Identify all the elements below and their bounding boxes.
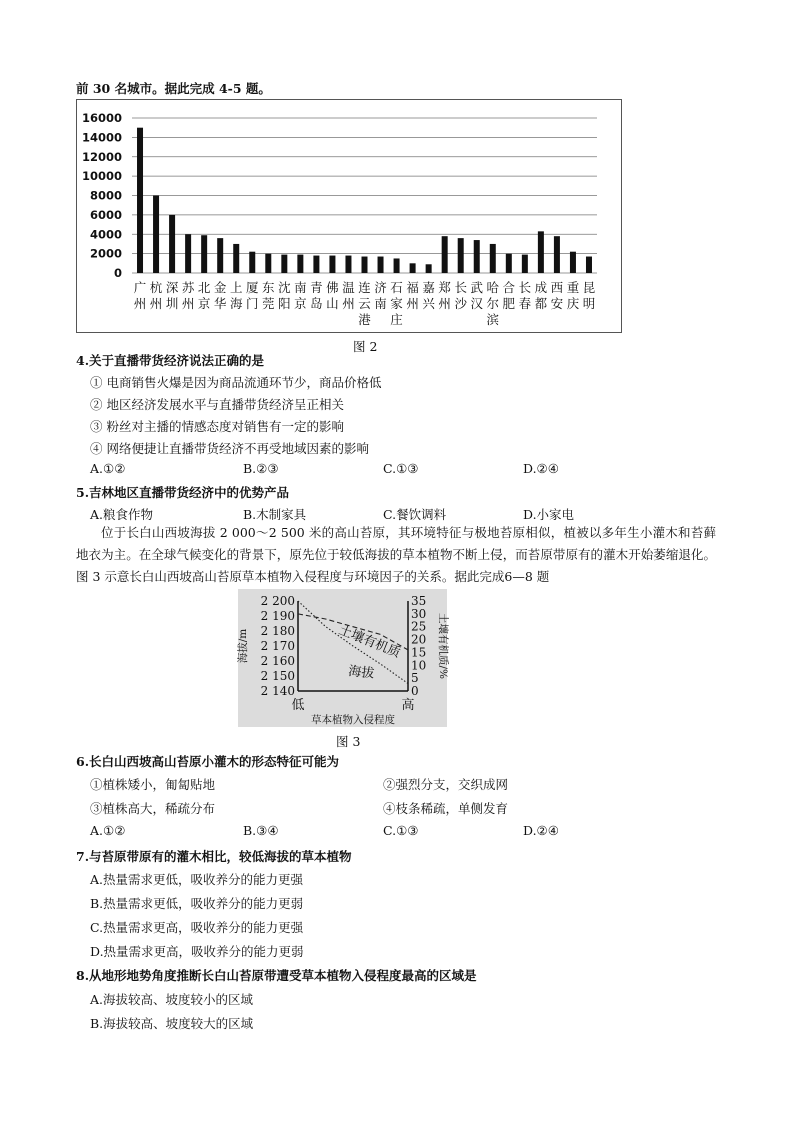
x-tick-label: 长沙 [454,280,467,311]
q4-item-1: ① 电商销售火爆是因为商品流通环节少，商品价格低 [90,375,382,390]
x-tick-label-low: 低 [291,698,305,713]
bar [490,244,496,273]
bar [169,215,175,273]
x-tick-label: 上海 [229,280,243,311]
q4-stem: 4.关于直播带货经济说法正确的是 [76,353,265,368]
q4-option-a: A.①② [90,461,126,476]
x-tick-label: 佛山 [326,280,339,311]
y-tick-label: 12000 [81,149,122,164]
right-y-tick-label: 15 [411,645,427,660]
q6-option-b: B.③④ [243,823,279,838]
y-tick-label: 2000 [89,246,122,261]
x-tick-label: 杭州 [149,280,163,311]
y-tick-label: 6000 [89,207,122,222]
x-tick-label: 沈阳 [278,280,291,311]
x-tick-label: 哈尔滨 [486,280,500,327]
x-tick-label: 长春 [518,280,532,311]
bar [249,252,255,273]
x-tick-label: 广州 [133,280,147,311]
bar [345,256,351,273]
x-tick-label-high: 高 [401,698,415,713]
q5-option-b: B.木制家具 [243,507,307,522]
x-tick-label: 昆明 [582,280,596,311]
city-bar-chart [77,100,621,332]
left-y-tick-label: 2 180 [260,624,295,638]
q6-item-2: ②强烈分支，交织成网 [383,777,509,792]
q5-option-d: D.小家电 [523,507,575,522]
bar [217,238,223,273]
x-tick-label: 厦门 [246,280,259,311]
right-axis-title: 土壤有机质/% [437,612,449,680]
q7-option-d: D.热量需求更高，吸收养分的能力更弱 [90,944,304,959]
bar [265,254,271,273]
q6-item-3: ③植株高大，稀疏分布 [90,801,216,816]
q4-option-d: D.②④ [523,461,559,476]
bar [506,254,512,273]
q6-option-d: D.②④ [523,823,559,838]
city-bar-chart-frame [76,99,622,333]
series-label-soil: 土壤有机质 [336,622,403,662]
x-tick-label: 青岛 [310,280,323,311]
x-tick-label: 西安 [550,280,564,311]
tundra-line-chart [238,589,447,727]
q4-option-b: B.②③ [243,461,279,476]
left-axis-title: 海拔/m [237,628,249,664]
x-tick-label: 深圳 [165,280,179,311]
x-tick-label: 福州 [406,280,419,311]
x-tick-label: 连云港 [358,280,371,327]
q6-item-4: ④枝条稀疏，单侧发育 [383,801,509,816]
x-tick-label: 石家庄 [390,280,403,327]
x-tick-label: 合肥 [502,280,516,311]
x-tick-label: 金华 [213,280,227,311]
intro-text: 前 30 名城市。据此完成 4-5 题。 [76,81,271,96]
passage-text: 位于长白山西坡海拔 2 000～2 500 米的高山苔原，其环境特征与极地苔原相似，植被以多年生小灌木和苔藓地衣为主。在全球气候变化的背景下，原先位于较低海拔的草本植物不断上侵，而苔原带原有的灌木开始萎缩退化。图 3 示意长白山西坡高山苔原草本植物入侵程度与环境因子的关系。据此完成6—8 题 [76,525,716,584]
q6-option-a: A.①② [90,823,126,838]
bar [410,263,416,273]
x-tick-label: 重庆 [566,280,580,311]
bar [378,257,384,273]
q5-option-c: C.餐饮调料 [383,507,447,522]
bar [538,231,544,273]
left-y-tick-label: 2 200 [260,594,295,608]
x-tick-label: 北京 [197,280,211,311]
q4-item-4: ④ 网络便捷让直播带货经济不再受地域因素的影响 [90,441,369,456]
left-y-tick-label: 2 160 [260,654,295,668]
right-y-tick-label: 25 [411,619,427,634]
bar [394,258,400,273]
bar [554,236,560,273]
x-tick-label: 南京 [294,280,307,311]
right-y-tick-label: 10 [411,658,427,673]
q7-option-b: B.热量需求更低，吸收养分的能力更弱 [90,896,304,911]
y-tick-label: 14000 [81,130,122,145]
left-y-tick-label: 2 150 [260,669,295,683]
y-tick-label: 8000 [89,188,122,203]
q4-option-c: C.①③ [383,461,419,476]
bar [570,252,576,273]
x-tick-label: 嘉兴 [422,280,435,311]
tundra-chart-frame [238,589,447,727]
y-tick-label: 4000 [89,227,122,242]
bar [281,255,287,273]
x-tick-label: 温州 [342,280,355,311]
bar [153,196,159,274]
q7-option-c: C.热量需求更高，吸收养分的能力更强 [90,920,304,935]
bar [313,256,319,273]
x-tick-label: 郑州 [438,280,451,311]
q8-stem: 8.从地形地势角度推断长白山苔原带遭受草本植物入侵程度最高的区域是 [76,968,477,983]
bar [442,236,448,273]
q7-option-a: A.热量需求更低，吸收养分的能力更强 [90,872,304,887]
x-tick-label: 东莞 [262,280,275,311]
q4-item-3: ③ 粉丝对主播的情感态度对销售有一定的影响 [90,419,344,434]
x-tick-label: 苏州 [181,280,195,311]
bar [233,244,239,273]
x-tick-label: 武汉 [470,280,483,311]
series-label-altitude: 海拔 [347,664,376,682]
bar [297,255,303,273]
x-tick-label: 济南 [374,280,387,311]
bar [426,264,432,273]
q5-stem: 5.吉林地区直播带货经济中的优势产品 [76,485,290,500]
bar [458,238,464,273]
bar [201,235,207,273]
right-y-tick-label: 35 [411,594,427,608]
q7-stem: 7.与苔原带原有的灌木相比，较低海拔的草本植物 [76,849,352,864]
figure-2-caption: 图 2 [353,339,378,354]
right-y-tick-label: 20 [411,632,427,647]
q8-option-b: B.海拔较高、坡度较大的区域 [90,1016,254,1031]
right-y-tick-label: 5 [411,671,419,686]
q6-stem: 6.长白山西坡高山苔原小灌木的形态特征可能为 [76,754,340,769]
x-tick-label: 成都 [534,280,548,311]
y-tick-label: 16000 [81,111,122,125]
q5-option-a: A.粮食作物 [90,507,154,522]
bar [137,128,143,273]
q8-option-a: A.海拔较高、坡度较小的区域 [90,992,254,1007]
right-y-tick-label: 30 [411,606,427,621]
left-y-tick-label: 2 140 [260,684,295,698]
bar [586,257,592,273]
y-tick-label: 10000 [81,169,122,184]
bar [185,234,191,273]
bar [522,255,528,273]
x-axis-title: 草本植物入侵程度 [311,714,395,726]
bar [474,240,480,273]
q6-item-1: ①植株矮小，匍匐贴地 [90,777,216,792]
left-y-tick-label: 2 170 [260,639,295,653]
bar [329,256,335,273]
y-tick-label: 0 [113,266,122,280]
figure-3-caption: 图 3 [336,734,361,749]
left-y-tick-label: 2 190 [260,609,295,623]
q6-option-c: C.①③ [383,823,419,838]
right-y-tick-label: 0 [411,684,419,698]
q4-item-2: ② 地区经济发展水平与直播带货经济呈正相关 [90,397,344,412]
bar [362,257,368,273]
